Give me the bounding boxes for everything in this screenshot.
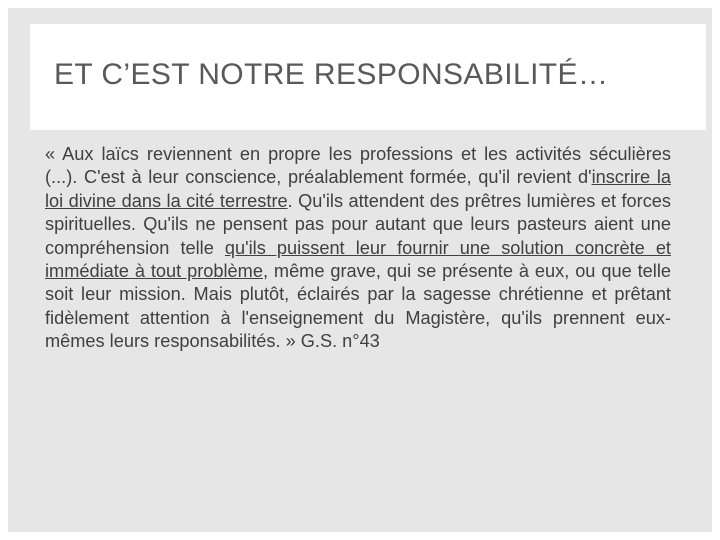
body-text-segment: . Qu'ils attendent des prêtres lumières et forces spirituelles. Qu'ils ne pensent pas pour autant que leurs pasteurs aient une compréhension telle <box>45 190 671 258</box>
slide-body-text <box>45 143 671 354</box>
body-text-segment: , même grave, qui se présente à eux, ou que telle soit leur mission. Mais plutôt, éclairés par la sagesse chrétienne et prêtant fidèlement attention à l'enseignement du Magistère, qu'ils prennent eux-mêmes leurs responsabilités. » G.S. n°43 <box>45 261 671 352</box>
underlined-phrase-solution: qu'ils puissent leur fournir une solution concrète et immédiate à tout problème <box>45 237 671 282</box>
slide-title: ET C’EST NOTRE RESPONSABILITÉ… <box>54 58 609 91</box>
body-text-segment: « Aux laïcs reviennent en propre les professions et les activités séculières (...). C'est à leur conscience, préalablement formée, qu'il revient d' <box>45 144 671 188</box>
underlined-phrase-loi-divine: inscrire la loi divine dans la cité terrestre <box>45 167 671 211</box>
